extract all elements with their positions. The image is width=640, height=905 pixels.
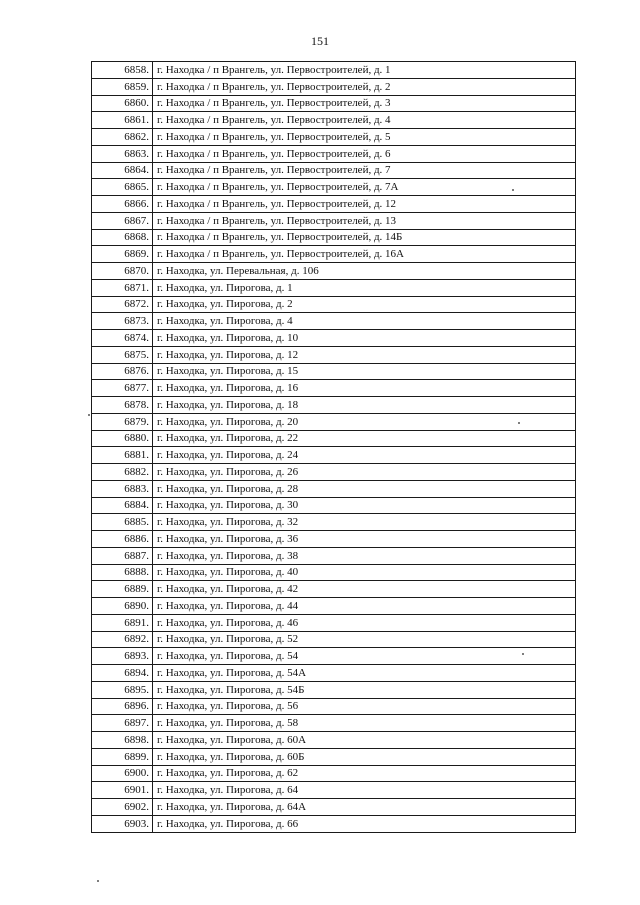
row-address: г. Находка, ул. Пирогова, д. 24 <box>153 447 576 464</box>
row-number: 6882. <box>92 464 153 481</box>
row-number: 6888. <box>92 564 153 581</box>
row-address: г. Находка, ул. Пирогова, д. 36 <box>153 531 576 548</box>
row-address: г. Находка, ул. Пирогова, д. 30 <box>153 497 576 514</box>
row-number: 6896. <box>92 698 153 715</box>
table-row <box>92 480 576 497</box>
row-address: г. Находка, ул. Пирогова, д. 46 <box>153 614 576 631</box>
row-number: 6863. <box>92 145 153 162</box>
row-address: г. Находка, ул. Пирогова, д. 64А <box>153 799 576 816</box>
table-row <box>92 62 576 79</box>
row-number: 6871. <box>92 279 153 296</box>
table-row <box>92 246 576 263</box>
row-number: 6868. <box>92 229 153 246</box>
table-row <box>92 430 576 447</box>
table-row <box>92 380 576 397</box>
row-number: 6893. <box>92 648 153 665</box>
scan-speck <box>512 189 514 191</box>
row-number: 6865. <box>92 179 153 196</box>
row-number: 6900. <box>92 765 153 782</box>
table-row <box>92 346 576 363</box>
row-number: 6880. <box>92 430 153 447</box>
row-address: г. Находка / п Врангель, ул. Первостроителей, д. 6 <box>153 145 576 162</box>
table-body <box>92 62 576 833</box>
scan-speck <box>88 414 90 416</box>
table-row <box>92 631 576 648</box>
scan-speck <box>97 880 99 882</box>
table-row <box>92 162 576 179</box>
row-number: 6902. <box>92 799 153 816</box>
table-row <box>92 330 576 347</box>
row-address: г. Находка / п Врангель, ул. Первостроителей, д. 7А <box>153 179 576 196</box>
table-row <box>92 815 576 832</box>
row-number: 6869. <box>92 246 153 263</box>
table-row <box>92 212 576 229</box>
table-row <box>92 782 576 799</box>
row-address: г. Находка, ул. Пирогова, д. 1 <box>153 279 576 296</box>
row-number: 6889. <box>92 581 153 598</box>
row-address: г. Находка, ул. Пирогова, д. 32 <box>153 514 576 531</box>
table-row <box>92 614 576 631</box>
row-address: г. Находка, ул. Пирогова, д. 54А <box>153 665 576 682</box>
table-row <box>92 95 576 112</box>
table-row <box>92 564 576 581</box>
row-address: г. Находка, ул. Пирогова, д. 18 <box>153 397 576 414</box>
row-address: г. Находка, ул. Пирогова, д. 56 <box>153 698 576 715</box>
row-address: г. Находка / п Врангель, ул. Первостроителей, д. 14Б <box>153 229 576 246</box>
row-number: 6873. <box>92 313 153 330</box>
row-address: г. Находка / п Врангель, ул. Первостроителей, д. 12 <box>153 196 576 213</box>
row-address: г. Находка / п Врангель, ул. Первостроителей, д. 13 <box>153 212 576 229</box>
table-row <box>92 229 576 246</box>
row-number: 6864. <box>92 162 153 179</box>
row-address: г. Находка, ул. Пирогова, д. 4 <box>153 313 576 330</box>
row-number: 6881. <box>92 447 153 464</box>
row-number: 6877. <box>92 380 153 397</box>
row-number: 6867. <box>92 212 153 229</box>
row-address: г. Находка, ул. Пирогова, д. 42 <box>153 581 576 598</box>
row-address: г. Находка / п Врангель, ул. Первостроителей, д. 16А <box>153 246 576 263</box>
table-row <box>92 179 576 196</box>
row-address: г. Находка / п Врангель, ул. Первостроителей, д. 1 <box>153 62 576 79</box>
table-row <box>92 648 576 665</box>
row-address: г. Находка, ул. Пирогова, д. 44 <box>153 598 576 615</box>
table-row <box>92 732 576 749</box>
row-address: г. Находка, ул. Пирогова, д. 60А <box>153 732 576 749</box>
row-address: г. Находка / п Врангель, ул. Первостроителей, д. 4 <box>153 112 576 129</box>
row-number: 6860. <box>92 95 153 112</box>
table-row <box>92 196 576 213</box>
row-address: г. Находка, ул. Пирогова, д. 2 <box>153 296 576 313</box>
row-address: г. Находка, ул. Пирогова, д. 58 <box>153 715 576 732</box>
row-number: 6876. <box>92 363 153 380</box>
row-number: 6878. <box>92 397 153 414</box>
row-number: 6874. <box>92 330 153 347</box>
table-row <box>92 363 576 380</box>
row-address: г. Находка, ул. Пирогова, д. 54 <box>153 648 576 665</box>
table-row <box>92 129 576 146</box>
row-address: г. Находка, ул. Пирогова, д. 64 <box>153 782 576 799</box>
table-row <box>92 514 576 531</box>
table-row <box>92 681 576 698</box>
row-number: 6872. <box>92 296 153 313</box>
scan-speck <box>518 422 520 424</box>
table-row <box>92 715 576 732</box>
row-address: г. Находка, ул. Пирогова, д. 52 <box>153 631 576 648</box>
table-row <box>92 263 576 280</box>
row-address: г. Находка, ул. Пирогова, д. 60Б <box>153 748 576 765</box>
row-number: 6875. <box>92 346 153 363</box>
table-row <box>92 698 576 715</box>
row-number: 6901. <box>92 782 153 799</box>
row-number: 6859. <box>92 78 153 95</box>
table-row <box>92 765 576 782</box>
table-row <box>92 279 576 296</box>
table-row <box>92 665 576 682</box>
page-number: 151 <box>311 34 329 48</box>
table-row <box>92 581 576 598</box>
row-number: 6879. <box>92 413 153 430</box>
table-row <box>92 112 576 129</box>
row-address: г. Находка, ул. Пирогова, д. 54Б <box>153 681 576 698</box>
row-number: 6895. <box>92 681 153 698</box>
table-row <box>92 145 576 162</box>
row-number: 6899. <box>92 748 153 765</box>
row-number: 6884. <box>92 497 153 514</box>
row-address: г. Находка, ул. Пирогова, д. 40 <box>153 564 576 581</box>
table-row <box>92 598 576 615</box>
row-address: г. Находка, ул. Пирогова, д. 22 <box>153 430 576 447</box>
row-address: г. Находка, ул. Пирогова, д. 26 <box>153 464 576 481</box>
row-number: 6861. <box>92 112 153 129</box>
table-row <box>92 531 576 548</box>
row-address: г. Находка, ул. Пирогова, д. 38 <box>153 547 576 564</box>
row-number: 6892. <box>92 631 153 648</box>
address-table <box>91 61 576 833</box>
row-number: 6890. <box>92 598 153 615</box>
table-row <box>92 313 576 330</box>
row-number: 6903. <box>92 815 153 832</box>
row-number: 6862. <box>92 129 153 146</box>
row-number: 6870. <box>92 263 153 280</box>
row-number: 6858. <box>92 62 153 79</box>
table-row <box>92 497 576 514</box>
row-number: 6897. <box>92 715 153 732</box>
row-number: 6866. <box>92 196 153 213</box>
row-number: 6894. <box>92 665 153 682</box>
row-address: г. Находка / п Врангель, ул. Первостроителей, д. 5 <box>153 129 576 146</box>
table-row <box>92 78 576 95</box>
row-address: г. Находка, ул. Пирогова, д. 20 <box>153 413 576 430</box>
row-address: г. Находка, ул. Пирогова, д. 16 <box>153 380 576 397</box>
row-address: г. Находка, ул. Пирогова, д. 10 <box>153 330 576 347</box>
row-number: 6885. <box>92 514 153 531</box>
table-row <box>92 413 576 430</box>
row-number: 6887. <box>92 547 153 564</box>
table-row <box>92 296 576 313</box>
row-address: г. Находка / п Врангель, ул. Первостроителей, д. 3 <box>153 95 576 112</box>
row-address: г. Находка, ул. Пирогова, д. 15 <box>153 363 576 380</box>
row-number: 6886. <box>92 531 153 548</box>
row-number: 6883. <box>92 480 153 497</box>
row-address: г. Находка, ул. Пирогова, д. 28 <box>153 480 576 497</box>
table-row <box>92 397 576 414</box>
table-row <box>92 799 576 816</box>
scan-speck <box>522 653 524 655</box>
row-address: г. Находка, ул. Пирогова, д. 12 <box>153 346 576 363</box>
table-row <box>92 447 576 464</box>
row-address: г. Находка / п Врангель, ул. Первостроителей, д. 7 <box>153 162 576 179</box>
row-number: 6891. <box>92 614 153 631</box>
table-row <box>92 464 576 481</box>
row-number: 6898. <box>92 732 153 749</box>
table-row <box>92 748 576 765</box>
table-row <box>92 547 576 564</box>
row-address: г. Находка, ул. Пирогова, д. 62 <box>153 765 576 782</box>
row-address: г. Находка / п Врангель, ул. Первостроителей, д. 2 <box>153 78 576 95</box>
row-address: г. Находка, ул. Пирогова, д. 66 <box>153 815 576 832</box>
row-address: г. Находка, ул. Перевальная, д. 106 <box>153 263 576 280</box>
